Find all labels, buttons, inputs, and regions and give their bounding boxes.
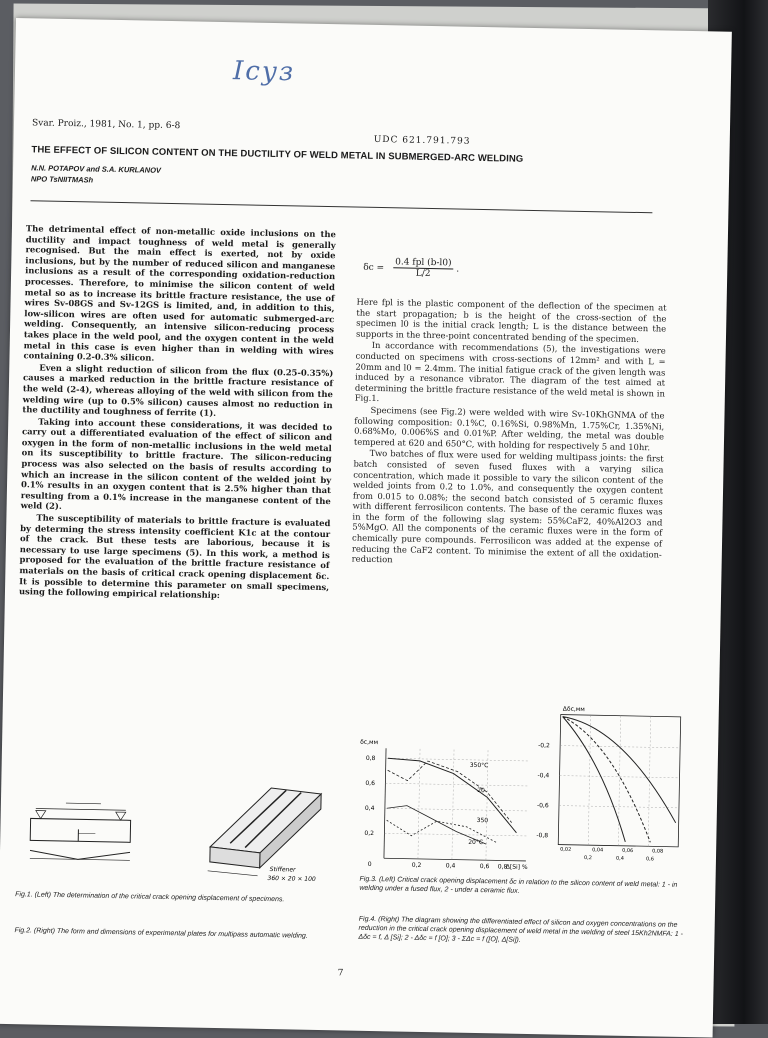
fig4-xtick-secondary: 0,2 — [584, 855, 592, 861]
fig4-curve-3 — [560, 717, 627, 842]
header-rule — [30, 200, 652, 213]
fig3-ytick: 0,8 — [366, 755, 376, 762]
formula — [363, 257, 459, 280]
fig3-label-20: 20 — [477, 787, 485, 794]
fig3-xlabel: Δ[Si] % — [506, 864, 528, 871]
fig4-xtick: 0,06 — [622, 848, 633, 854]
formula-lhs: δc = — [363, 263, 384, 273]
formula-numerator: 0.4 fpl (b-l0) — [393, 257, 454, 269]
stiffener-label: Stiffener — [270, 866, 296, 874]
page-number: 7 — [338, 968, 344, 978]
figure-1-specimen-diagram — [19, 788, 141, 880]
fig4-ytick: -0,4 — [537, 772, 549, 779]
plate-dimensions-label: 360 × 20 × 100 — [267, 875, 316, 883]
paragraph: Here fpl is the plastic component of the deflection of the specimen at the start propagation; b is the height of the cross-section of the specimen l0 is the initial crack length; L is the distance between the supports in the three-point concentrated bending of the specimen. — [356, 297, 667, 345]
fig4-curve-2 — [560, 717, 652, 843]
fig3-ytick: 0,2 — [364, 830, 374, 837]
fig3-xtick: 0 — [368, 861, 372, 868]
fig4-ytick: -0,8 — [536, 832, 548, 839]
right-column — [352, 297, 667, 572]
paragraph: Specimens (see Fig.2) were welded with wire Sv-10KhGNMA of the following composition: 0.1%C, 0.16%Si, 0.98%Mn, 1.75%Cr, 1.35%Ni, 0.68%Mo, 0.006%S and 0.01%P. After welding, the metal was double tempered at 620 and 650°C, with holding for respectively 5 and 10hr. — [354, 405, 665, 453]
left-column — [19, 223, 336, 604]
authors: N.N. POTAPOV and S.A. KURLANOV — [31, 162, 161, 175]
fig3-ytick: 0,6 — [365, 780, 375, 787]
fig4-xtick: 0,02 — [560, 847, 571, 853]
fig3-label-20c: 20°C — [468, 839, 483, 846]
figure-1-caption: Fig.1. (Left) The determination of the critical crack opening displacement of specimens. — [15, 890, 335, 905]
affiliation: NPO TsNIITMASh — [31, 173, 161, 186]
figure-3-caption: Fig.3. (Left) Critical crack opening displacement δc in relation to the silicon content of weld metal: 1 - in welding under a fused flux, 2 - under a ceramic flux. — [359, 875, 689, 899]
author-block — [31, 162, 161, 186]
paragraph: The susceptibility of materials to brittle fracture is evaluated by determing the stress intensity coefficient K1c at the contour of the crack. But these tests are laborious, because it is necessary to use large specimens (5). In this work, a method is proposed for the evaluation of the brittle fracture resistance of materials on the basis of critical crack opening displacement δc. It is possible to determine this parameter on small specimens, using the following empirical relationship: — [19, 512, 331, 603]
article-title: THE EFFECT OF SILICON CONTENT ON THE DUCTILITY OF WELD METAL IN SUBMERGED-ARC WELDING — [31, 144, 691, 168]
fig3-ylabel: δc,мм — [360, 739, 378, 746]
fig4-xtick-secondary: 0,4 — [616, 856, 624, 862]
journal-reference: Svar. Proiz., 1981, No. 1, pp. 6-8 — [32, 118, 180, 131]
figure-2-plate-drawing — [189, 777, 341, 890]
formula-denominator: L/2 — [393, 268, 454, 279]
fig4-xtick-secondary: 0,6 — [646, 856, 654, 862]
figure-3-chart — [356, 730, 549, 884]
fig3-xtick: 0,4 — [446, 862, 456, 869]
fig3-curve-2 — [387, 760, 513, 822]
paragraph: Two batches of flux were used for welding multipass joints: the first batch consisted of seven fused fluxes with a varying silica concentration, which made it possible to vary the silicon content of the welded joints from 0.2 to 1.0%, and consequently the oxygen content from 0.015 to 0.08%; the second batch consisted of 5 ceramic fluxes with different ferrosilicon contents. The base of the ceramic fluxes was in the form of the following slag system: 55%CaF2, 40%Al2O3 and 5%MgO. All the components of the ceramic fluxes were in the form of chemically pure compounds. Ferrosilicon was added at the expense of reducing the CaF2 content. To minimise the extent of all the oxidation-reduction — [352, 448, 664, 570]
formula-fraction — [393, 257, 454, 279]
figure-4-chart — [530, 700, 693, 863]
fig3-label-350c: 350°C — [470, 762, 489, 769]
udc-code: UDC 621.791.793 — [374, 135, 471, 147]
fig3-ytick: 0,4 — [365, 805, 375, 812]
handwritten-note: Ісуз — [233, 56, 296, 87]
formula-end: . — [456, 265, 459, 275]
paragraph: In accordance with recommendations (5), the investigations were conducted on specimens with cross-sections of 12mm² and with L = 20mm and l0 = 2.4mm. The initial fatigue crack of the given length was induced by a resonance vibrator. The diagram of the test aimed at determining the brittle fracture resistance of the weld metal is shown in Fig.1. — [355, 340, 666, 410]
fig3-xtick: 0,8 — [498, 863, 508, 870]
paragraph: Even a slight reduction of silicon from the flux (0.25-0.35%) causes a marked reduction in the brittle fracture resistance of the weld (2-4), whereas alloying of the weld with silicon from the welding wire (up to 0.5% silicon) causes almost no reduction in the ductility and toughness of ferrite (1). — [22, 362, 333, 421]
fig4-ytick: -0,2 — [538, 742, 550, 749]
figure-2-caption: Fig.2. (Right) The form and dimensions of experimental plates for multipass automatic welding. — [14, 926, 334, 941]
fig3-xtick: 0,6 — [480, 863, 490, 870]
fig3-xtick: 0,2 — [412, 862, 422, 869]
document-page — [0, 18, 732, 1038]
paragraph: Taking into account these considerations, it was decided to carry out a differentiated evaluation of the effect of silicon and oxygen in the form of non-metallic inclusions in the weld metal on its susceptibility to brittle fracture. The silicon-reducing process was also selected on the basis of results according to which an increase in the silicon content of the welded joint by 0.1% results in an oxygen content that is 2.5% higher than that resulting from a 0.1% increase in the manganese content of the weld (2). — [21, 416, 333, 517]
paragraph: The detrimental effect of non-metallic oxide inclusions on the ductility and impact toughness of weld metal is generally recognised. But the main effect is exerted, not by oxide inclusions, but by the number of reduced silicon and manganese inclusions as a result of the corresponding oxidation-reduction processes. Therefore, to minimise the silicon content of weld metal so as to increase its brittle fracture resistance, the use of wires Sv-08GS and Sv-12GS is limited, and, in addition to this, low-silicon wires are often used for automatic submerged-arc welding. Consequently, an intensive silicon-reducing process takes place in the weld pool, and the oxygen content in the weld metal in this case is even higher than in welding with wires containing 0.2-0.3% silicon. — [23, 223, 336, 367]
figure-4-caption: Fig.4. (Right) The diagram showing the differentiated effect of silicon and oxygen concentrations on the reduction in the critical crack opening displacement of weld metal in the welding of steel 15Kh2NMFA: 1 - Δδc = f, Δ [Si]; 2 - Δδc = f [O]; 3 - ΣΔc = f ([O], Δ[Si]). — [358, 915, 688, 948]
fig4-ylabel: Δδc,мм — [563, 706, 585, 713]
fig4-xtick: 0,08 — [652, 848, 663, 854]
fig3-label-350: 350 — [477, 817, 489, 824]
fig4-xtick: 0,04 — [592, 847, 603, 853]
fig4-ytick: -0,6 — [537, 802, 549, 809]
